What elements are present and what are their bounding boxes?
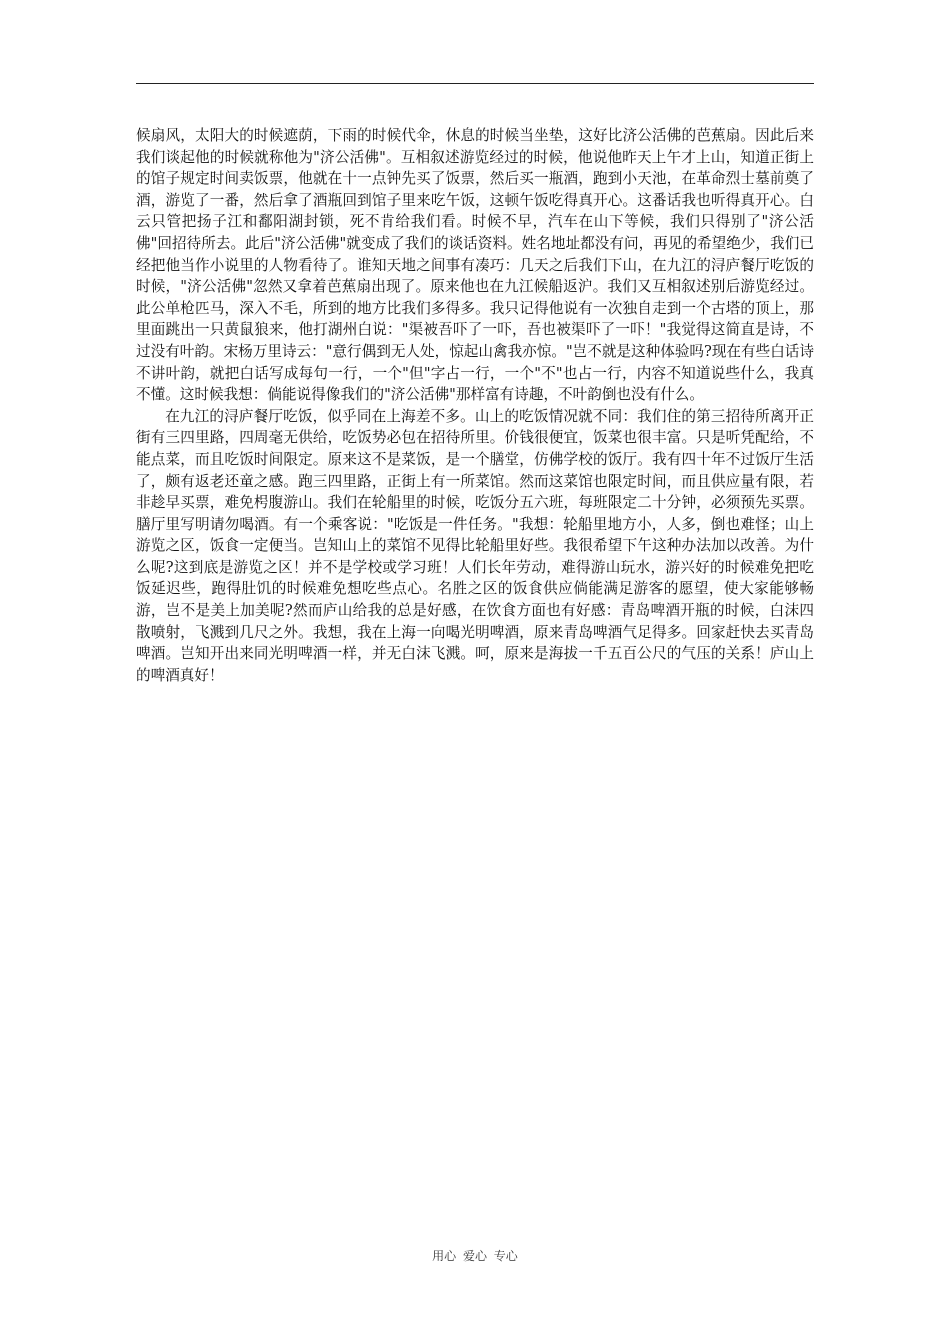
paragraph-continued: 候扇风，太阳大的时候遮荫，下雨的时候代伞，休息的时候当坐垫，这好比济公活佛的芭蕉扇。因此后来我们谈起他的时候就称他为"济公活佛"。互相叙述游览经过的时候，他说他昨天上午才上山，知道正街上的馆子规定时间卖饭票，他就在十一点钟先买了饭票，然后买一瓶酒，跑到小天池，在革命烈士墓前奠了酒，游览了一番，然后拿了酒瓶回到馆子里来吃午饭，这顿午饭吃得真开心。这番话我也听得真开心。白云只管把扬子江和鄱阳湖封锁，死不肯给我们看。时候不早，汽车在山下等候，我们只得别了"济公活佛"回招待所去。此后"济公活佛"就变成了我们的谈话资料。姓名地址都没有问，再见的希望绝少，我们已经把他当作小说里的人物看待了。谁知天地之间事有凑巧：几天之后我们下山，在九江的浔庐餐厅吃饭的时候，"济公活佛"忽然又拿着芭蕉扇出现了。原来他也在九江候船返沪。我们又互相叙述别后游览经过。此公单枪匹马，深入不毛，所到的地方比我们多得多。我只记得他说有一次独自走到一个古塔的顶上，那里面跳出一只黄鼠狼来，他打湖州白说："渠被吾吓了一吓，吾也被渠吓了一吓！"我觉得这简直是诗，不过没有叶韵。宋杨万里诗云："意行偶到无人处，惊起山禽我亦惊。"岂不就是这种体验吗?现在有些白话诗不讲叶韵，就把白话写成每句一行，一个"但"字占一行，一个"不"也占一行，内容不知道说些什么，我真不懂。这时候我想：倘能说得像我们的"济公活佛"那样富有诗趣，不叶韵倒也没有什么。 xyxy=(136,127,814,404)
page-footer: 用心 爱心 专心 xyxy=(432,1249,518,1263)
header-rule xyxy=(136,83,814,84)
paragraph: 在九江的浔庐餐厅吃饭，似乎同在上海差不多。山上的吃饭情况就不同：我们住的第三招待所离开正街有三四里路，四周毫无供给，吃饭势必包在招待所里。价钱很便宜，饭菜也很丰富。只是听凭配给，不能点菜，而且吃饭时间限定。原来这不是菜饭，是一个膳堂，仿佛学校的饭厅。我有四十年不过饭厅生活了，颇有返老还童之感。跑三四里路，正街上有一所菜馆。然而这菜馆也限定时间，而且供应量有限，若非趁早买票，难免枵腹游山。我们在轮船里的时候，吃饭分五六班，每班限定二十分钟，必须预先买票。膳厅里写明请勿喝酒。有一个乘客说："吃饭是一件任务。"我想：轮船里地方小，人多，倒也难怪；山上游览之区，饭食一定便当。岂知山上的菜馆不见得比轮船里好些。我很希望下午这种办法加以改善。为什么呢?这到底是游览之区！并不是学校或学习班！人们长年劳动，难得游山玩水，游兴好的时候难免把吃饭延迟些，跑得肚饥的时候难免想吃些点心。名胜之区的饭食供应倘能满足游客的愿望，使大家能够畅游，岂不是美上加美呢?然而庐山给我的总是好感，在饮食方面也有好感：青岛啤酒开瓶的时候，白沫四散喷射，飞溅到几尺之外。我想，我在上海一向喝光明啤酒，原来青岛啤酒气足得多。回家赶快去买青岛啤酒。岂知开出来同光明啤酒一样，并无白沫飞溅。呵，原来是海拔一千五百公尺的气压的关系！庐山上的啤酒真好！ xyxy=(136,407,814,684)
document-body xyxy=(136,125,814,686)
